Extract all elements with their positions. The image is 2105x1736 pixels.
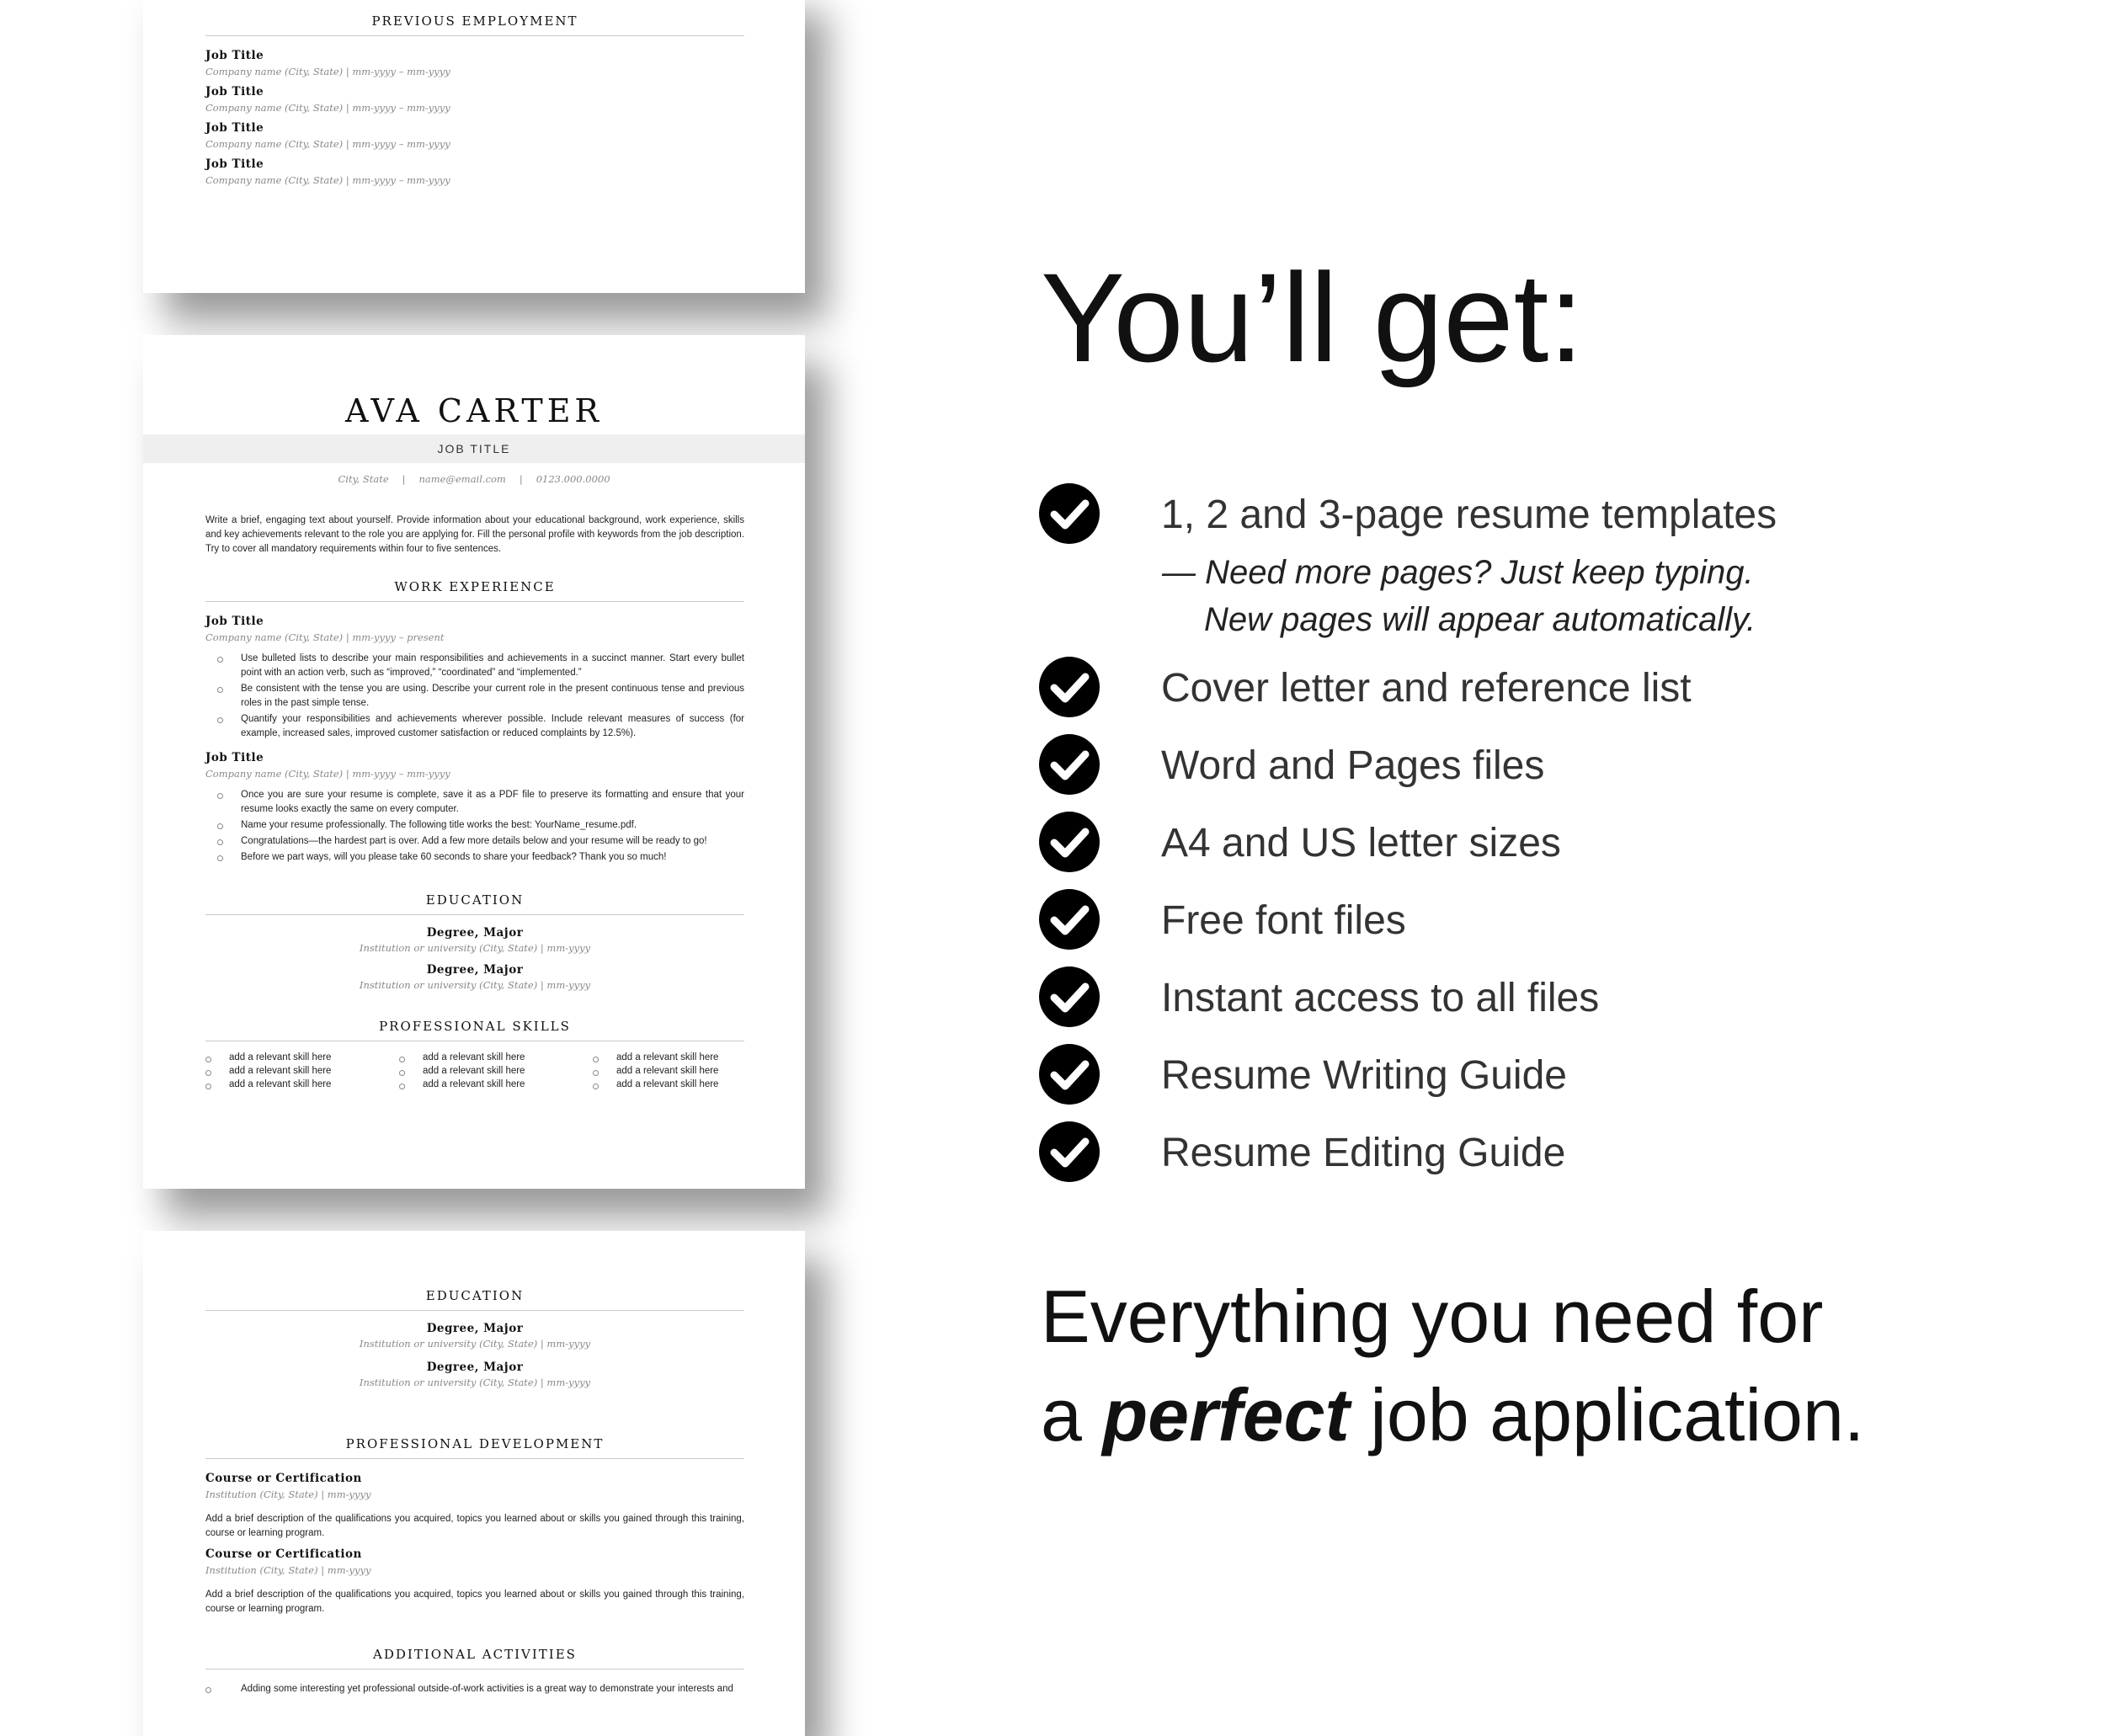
check-circle-icon bbox=[1039, 1121, 1100, 1182]
education-degree: Degree, Major bbox=[426, 1322, 524, 1335]
check-circle-icon bbox=[1039, 734, 1100, 795]
bullet-icon bbox=[217, 839, 223, 845]
promo-tagline bbox=[1041, 1267, 1864, 1464]
job-entry bbox=[205, 49, 744, 77]
skill-item bbox=[205, 1066, 399, 1076]
bullet-icon bbox=[593, 1070, 599, 1076]
feature-label: Word and Pages files bbox=[1161, 743, 1545, 788]
bullet-text: Quantify your responsibilities and achievements wherever possible. Include relevant measures of success (for example, increased sales, improved customer satisfaction or reduced complaints by 12.5%). bbox=[241, 714, 744, 738]
contact-location: City, State bbox=[338, 473, 389, 485]
bullet-icon bbox=[205, 1070, 211, 1076]
bullet-item bbox=[205, 788, 744, 817]
education-institution: Institution or university (City, State) | mm-yyyy bbox=[359, 942, 591, 954]
job-entry bbox=[205, 85, 744, 114]
feature-label: Resume Writing Guide bbox=[1161, 1053, 1567, 1098]
skill-item bbox=[205, 1079, 399, 1089]
job-entry bbox=[205, 751, 744, 780]
feature-label: A4 and US letter sizes bbox=[1161, 821, 1561, 865]
education-institution: Institution or university (City, State) | mm-yyyy bbox=[359, 1338, 591, 1350]
job-entry bbox=[205, 615, 744, 643]
course-institution: Institution (City, State) | mm-yyyy bbox=[205, 1488, 371, 1500]
contact-phone: 0123.000.0000 bbox=[536, 473, 610, 485]
note-line: — Need more pages? Just keep typing. bbox=[1162, 554, 1754, 591]
promo-headline: You’ll get: bbox=[1041, 247, 1584, 388]
bullet-icon bbox=[217, 687, 223, 693]
course-description: Add a brief description of the qualifications you acquired, topics you learned about or skills you gained through this training, course or learning program. bbox=[205, 1514, 744, 1538]
section-title-education: EDUCATION bbox=[205, 1288, 744, 1311]
section-title-additional-activities: ADDITIONAL ACTIVITIES bbox=[205, 1647, 744, 1669]
bullet-icon bbox=[399, 1070, 405, 1076]
resume-name: AVA CARTER bbox=[344, 392, 604, 429]
note-line: New pages will appear automatically. bbox=[1204, 601, 1756, 638]
course-title: Course or Certification bbox=[205, 1472, 362, 1485]
bullet-text: Be consistent with the tense you are using. Describe your current role in the present continuous tense and previous roles in the past simple tense. bbox=[241, 684, 744, 708]
bullet-icon bbox=[205, 1084, 211, 1089]
education-institution: Institution or university (City, State) | mm-yyyy bbox=[359, 979, 591, 991]
education-entry bbox=[205, 1322, 744, 1350]
job-title: Job Title bbox=[205, 121, 264, 135]
feature-label: Free font files bbox=[1161, 898, 1406, 943]
job-title: Job Title bbox=[205, 49, 264, 62]
feature-label: Instant access to all files bbox=[1161, 976, 1600, 1020]
bullet-item bbox=[205, 850, 744, 865]
job-company: Company name (City, State) | mm-yyyy – present bbox=[205, 631, 445, 643]
bullet-text: Before we part ways, will you please take 60 seconds to share your feedback? Thank you so much! bbox=[241, 852, 667, 862]
section-title-professional-skills: PROFESSIONAL SKILLS bbox=[205, 1019, 744, 1041]
course-institution: Institution (City, State) | mm-yyyy bbox=[205, 1564, 371, 1576]
skill-item bbox=[593, 1052, 786, 1062]
skill-text: add a relevant skill here bbox=[616, 1052, 719, 1062]
skill-item bbox=[399, 1079, 593, 1089]
bullet-icon bbox=[217, 855, 223, 861]
activity-bullets bbox=[205, 1682, 744, 1698]
skill-item bbox=[593, 1079, 786, 1089]
bullet-item bbox=[205, 834, 744, 849]
bullet-icon bbox=[205, 1057, 211, 1062]
education-entry bbox=[205, 1361, 744, 1388]
education-entry bbox=[205, 926, 744, 954]
bullet-icon bbox=[399, 1057, 405, 1062]
bullet-item bbox=[205, 682, 744, 711]
skill-text: add a relevant skill here bbox=[616, 1079, 719, 1089]
course-entry bbox=[205, 1547, 744, 1576]
job-company: Company name (City, State) | mm-yyyy – mm-yyyy bbox=[205, 66, 450, 77]
contact-email: name@email.com bbox=[418, 473, 506, 485]
job-entry bbox=[205, 121, 744, 150]
job-company: Company name (City, State) | mm-yyyy – mm-yyyy bbox=[205, 102, 450, 114]
section-title-previous-employment: PREVIOUS EMPLOYMENT bbox=[205, 13, 744, 36]
skill-text: add a relevant skill here bbox=[229, 1052, 332, 1062]
check-circle-icon bbox=[1039, 889, 1100, 950]
bullet-item bbox=[205, 652, 744, 680]
feature-note bbox=[1162, 549, 1756, 643]
job-title: Job Title bbox=[205, 85, 264, 99]
check-circle-icon bbox=[1039, 812, 1100, 872]
job-entry bbox=[205, 157, 744, 186]
bullet-icon bbox=[217, 657, 223, 663]
job-company: Company name (City, State) | mm-yyyy – mm-yyyy bbox=[205, 174, 450, 186]
skill-item bbox=[399, 1066, 593, 1076]
job-title: Job Title bbox=[205, 751, 264, 764]
job-title: Job Title bbox=[205, 615, 264, 628]
tagline-line-2 bbox=[1041, 1366, 1864, 1464]
check-circle-icon bbox=[1039, 967, 1100, 1027]
course-entry bbox=[205, 1472, 744, 1500]
contact-separator: | bbox=[402, 473, 406, 485]
bullet-item bbox=[205, 818, 744, 833]
bullet-item bbox=[205, 1682, 744, 1696]
feature-label: Cover letter and reference list bbox=[1161, 666, 1692, 711]
feature-label: Resume Editing Guide bbox=[1161, 1131, 1566, 1175]
skill-item bbox=[205, 1052, 399, 1062]
skill-item bbox=[399, 1052, 593, 1062]
skill-text: add a relevant skill here bbox=[229, 1079, 332, 1089]
bullet-text: Congratulations—the hardest part is over. Add a few more details below and your resume will be ready to go! bbox=[241, 836, 707, 846]
skill-text: add a relevant skill here bbox=[423, 1079, 525, 1089]
bullet-text: Adding some interesting yet professional outside-of-work activities is a great way to demonstrate your interests and bbox=[241, 1684, 733, 1694]
bullet-item bbox=[205, 712, 744, 741]
bullet-icon bbox=[217, 717, 223, 723]
tagline-line-1: Everything you need for bbox=[1041, 1275, 1824, 1358]
job-company: Company name (City, State) | mm-yyyy – mm-yyyy bbox=[205, 768, 450, 780]
tagline-prefix: a bbox=[1041, 1373, 1103, 1456]
contact-separator: | bbox=[519, 473, 523, 485]
skill-item bbox=[593, 1066, 786, 1076]
bullet-icon bbox=[593, 1084, 599, 1089]
bullet-icon bbox=[205, 1687, 211, 1693]
skill-text: add a relevant skill here bbox=[423, 1052, 525, 1062]
skill-text: add a relevant skill here bbox=[229, 1066, 332, 1076]
section-title-education: EDUCATION bbox=[205, 892, 744, 915]
course-title: Course or Certification bbox=[205, 1547, 362, 1561]
resume-page-additional bbox=[143, 1231, 805, 1736]
check-circle-icon bbox=[1039, 483, 1100, 544]
job-bullets bbox=[205, 788, 744, 866]
education-degree: Degree, Major bbox=[426, 963, 524, 977]
skills-grid bbox=[205, 1052, 786, 1089]
resume-page-main bbox=[143, 335, 805, 1189]
check-circle-icon bbox=[1039, 657, 1100, 717]
education-entry bbox=[205, 963, 744, 991]
job-company: Company name (City, State) | mm-yyyy – mm-yyyy bbox=[205, 138, 450, 150]
check-circle-icon bbox=[1039, 1044, 1100, 1105]
skill-text: add a relevant skill here bbox=[423, 1066, 525, 1076]
tagline-emphasis: perfect bbox=[1102, 1373, 1350, 1456]
profile-text: Write a brief, engaging text about yourself. Provide information about your educational background, work experience, skills and key achievements relevant to the role you are applying for. Fill the personal profile with keywords from the job description. Try to cover all mandatory requirements within four to five sentences. bbox=[205, 515, 744, 554]
bullet-icon bbox=[217, 823, 223, 829]
feature-label: 1, 2 and 3-page resume templates bbox=[1161, 493, 1777, 537]
job-bullets bbox=[205, 652, 744, 743]
resume-page-previous-employment bbox=[143, 0, 805, 293]
bullet-icon bbox=[217, 793, 223, 799]
bullet-text: Name your resume professionally. The following title works the best: YourName_resume.pdf. bbox=[241, 820, 637, 830]
bullet-icon bbox=[593, 1057, 599, 1062]
bullet-text: Use bulleted lists to describe your main responsibilities and achievements in a succinct manner. Start every bullet point with an action verb, such as “improved,” “coordinated” and “implemented.” bbox=[241, 653, 744, 678]
course-description: Add a brief description of the qualifications you acquired, topics you learned about or skills you gained through this training, course or learning program. bbox=[205, 1590, 744, 1614]
resume-job-title: JOB TITLE bbox=[143, 434, 805, 463]
education-institution: Institution or university (City, State) | mm-yyyy bbox=[359, 1377, 591, 1388]
education-degree: Degree, Major bbox=[426, 1361, 524, 1374]
tagline-rest: job application. bbox=[1349, 1373, 1865, 1456]
bullet-text: Once you are sure your resume is complete, save it as a PDF file to preserve its formatting and ensure that your resume looks exactly the same on every computer. bbox=[241, 790, 744, 814]
job-title: Job Title bbox=[205, 157, 264, 171]
bullet-icon bbox=[399, 1084, 405, 1089]
education-degree: Degree, Major bbox=[426, 926, 524, 940]
skill-text: add a relevant skill here bbox=[616, 1066, 719, 1076]
resume-contact bbox=[143, 473, 805, 485]
section-title-work-experience: WORK EXPERIENCE bbox=[205, 579, 744, 602]
section-title-professional-development: PROFESSIONAL DEVELOPMENT bbox=[205, 1436, 744, 1459]
